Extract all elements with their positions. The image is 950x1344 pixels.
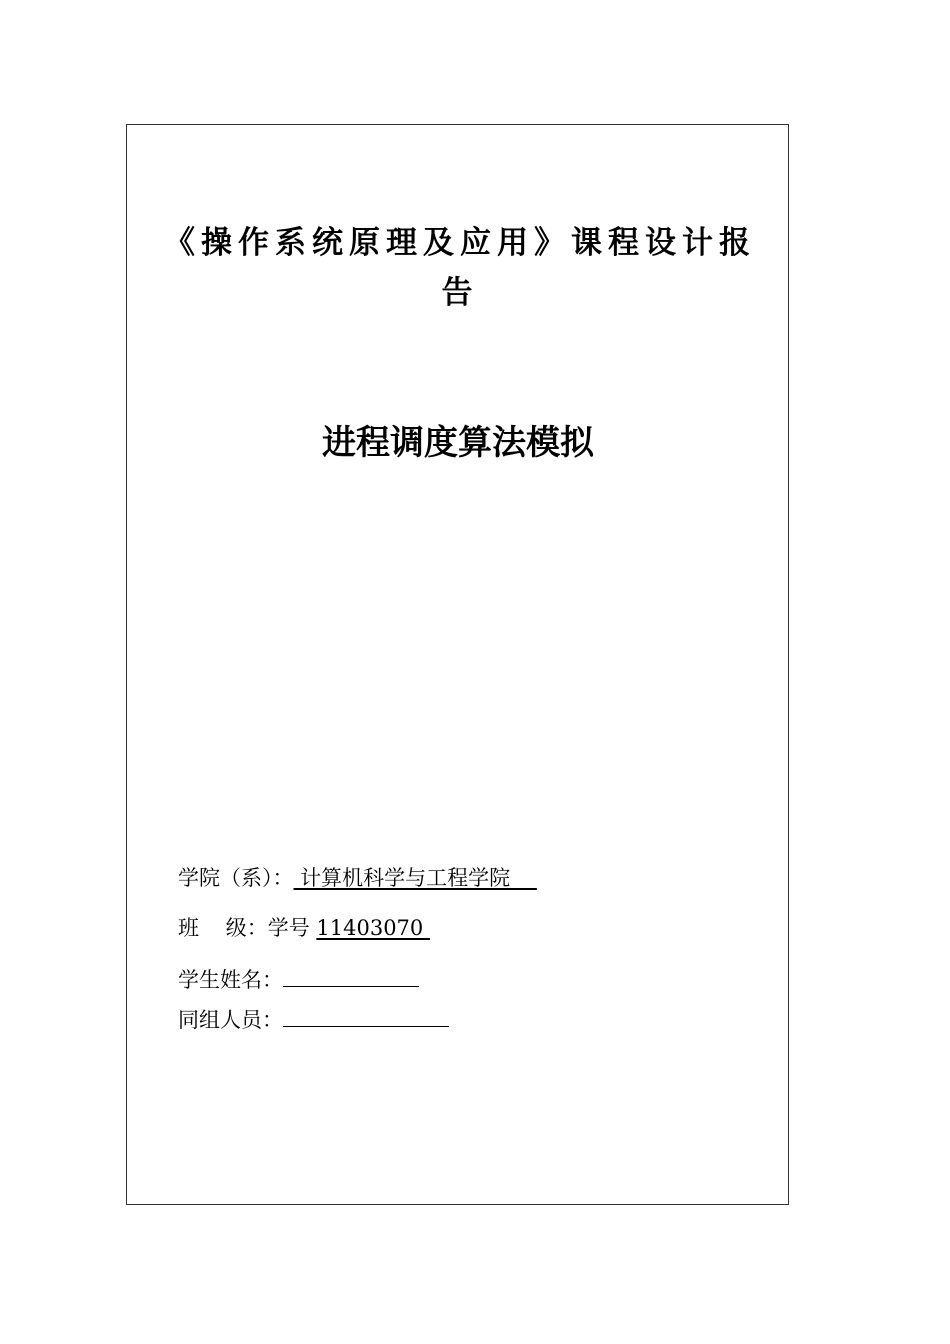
student-name-row (178, 964, 419, 995)
student-name-label: 学生姓名： (178, 968, 283, 992)
class-row (178, 913, 430, 943)
student-name-blank (283, 964, 419, 987)
course-title: 《操作系统原理及应用》课程设计报告 (164, 225, 756, 311)
project-title: 进程调度算法模拟 (322, 423, 594, 463)
college-value: 计算机科学与工程学院 (293, 866, 537, 890)
student-id-value: 11403070 (316, 916, 430, 940)
group-members-label: 同组人员： (178, 1008, 283, 1032)
class-label: 班 级：学号 (178, 916, 317, 940)
group-members-row (178, 1004, 449, 1035)
group-members-blank (283, 1004, 449, 1027)
college-row (178, 863, 537, 893)
college-label: 学院（系）： (178, 866, 294, 890)
